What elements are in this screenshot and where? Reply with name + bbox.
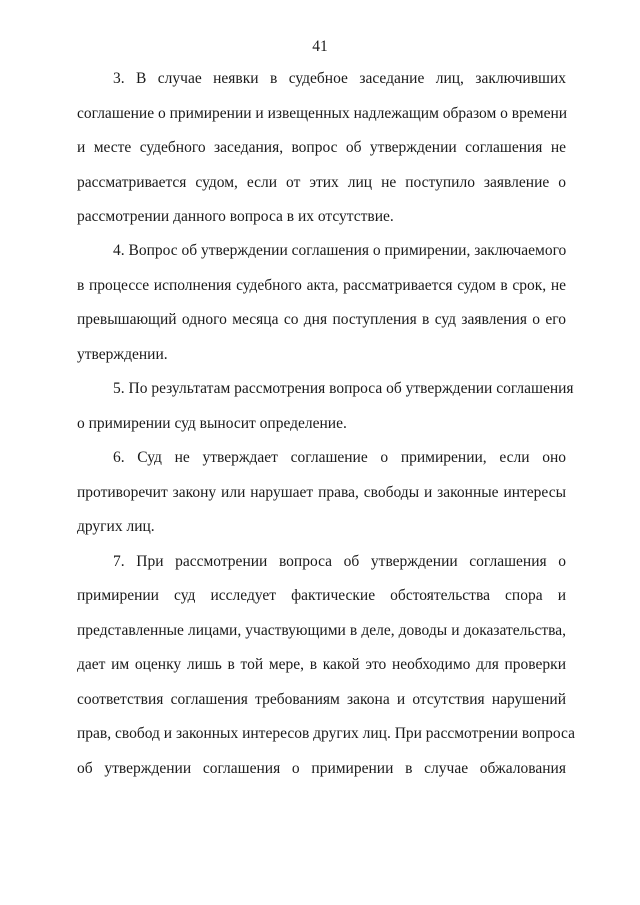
text-line: 3. В случае неявки в судебное заседание лиц, заключивших [113,70,566,87]
text-line: противоречит закону или нарушает права, свободы и законные интересы [77,484,566,501]
text-line: соглашение о примирении и извещенных надлежащим образом о времени [77,105,568,122]
text-line: 6. Суд не утверждает соглашение о примирении, если оно [113,449,566,466]
text-line: утверждении. [77,346,168,363]
text-line: других лиц. [77,518,155,535]
text-line: об утверждении соглашения о примирении в случае обжалования [77,760,566,777]
text-line: рассматривается судом, если от этих лиц не поступило заявление о [77,174,566,191]
text-line: превышающий одного месяца со дня поступления в суд заявления о его [77,311,566,328]
text-line: соответствия соглашения требованиям закона и отсутствия нарушений [77,691,566,708]
text-line: 5. По результатам рассмотрения вопроса об утверждении соглашения [113,380,574,397]
text-line: о примирении суд выносит определение. [77,415,347,432]
text-line: представленные лицами, участвующими в деле, доводы и доказательства, [77,622,566,639]
text-line: и месте судебного заседания, вопрос об утверждении соглашения не [77,139,566,156]
text-line: в процессе исполнения судебного акта, рассматривается судом в срок, не [77,277,566,294]
text-line: 4. Вопрос об утверждении соглашения о примирении, заключаемого [113,242,567,259]
text-line: примирении суд исследует фактические обстоятельства спора и [77,587,566,604]
text-line: дает им оценку лишь в той мере, в какой это необходимо для проверки [77,656,566,673]
text-line: рассмотрении данного вопроса в их отсутствие. [77,208,394,225]
page-number: 41 [312,38,328,55]
text-line: прав, свобод и законных интересов других лиц. При рассмотрении вопроса [77,725,575,742]
text-line: 7. При рассмотрении вопроса об утверждении соглашения о [113,553,566,570]
